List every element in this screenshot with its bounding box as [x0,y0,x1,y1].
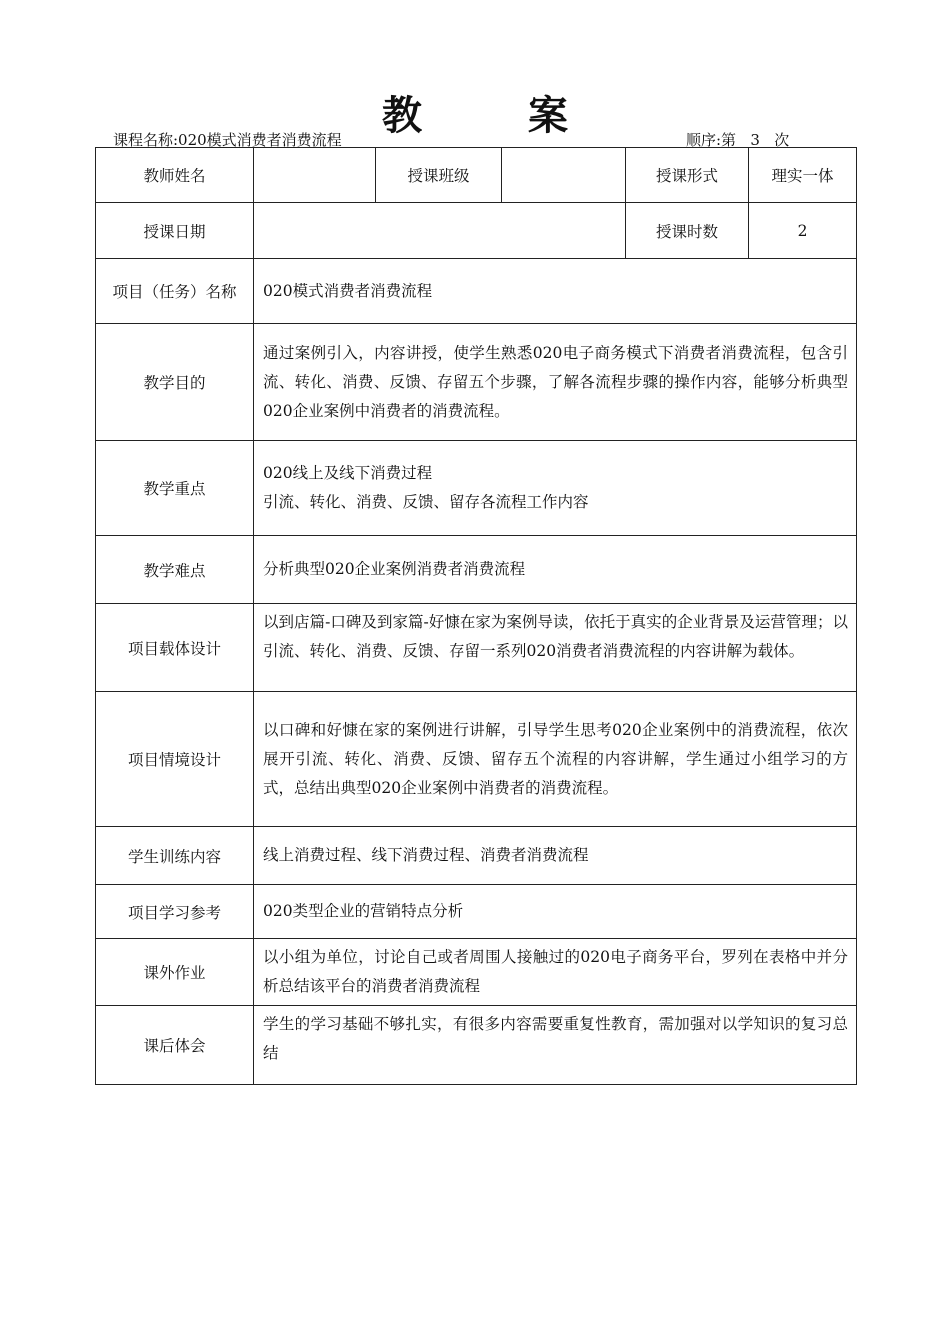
scenario-design-label: 项目情境设计 [96,692,254,827]
homework-value: 以小组为单位，讨论自己或者周围人接触过的020电子商务平台，罗列在表格中并分析总结该平台的消费者消费流程 [254,939,857,1006]
lesson-order: 顺序:第 3 次 [686,131,790,149]
table-row [96,441,857,536]
form-label: 授课形式 [626,148,749,203]
table-row [96,885,857,939]
document-title: 教 案 [382,93,614,139]
table-row [96,324,857,441]
class-label: 授课班级 [376,148,502,203]
form-value: 理实一体 [749,148,857,203]
carrier-design-value: 以到店篇-口碑及到家篇-好慷在家为案例导读，依托于真实的企业背景及运营管理；以引流、转化、消费、反馈、存留一系列020消费者消费流程的内容讲解为载体。 [254,604,857,692]
training-content-value: 线上消费过程、线下消费过程、消费者消费流程 [254,827,857,885]
date-value [254,203,626,259]
table-row [96,827,857,885]
study-reference-label: 项目学习参考 [96,885,254,939]
key-points-value [254,441,857,536]
scenario-design-value: 以口碑和好慷在家的案例进行讲解，引导学生思考020企业案例中的消费流程，依次展开引流、转化、消费、反馈、留存五个流程的内容讲解，学生通过小组学习的方式，总结出典型020企业案例中消费者的消费流程。 [254,692,857,827]
study-reference-value: 020类型企业的营销特点分析 [254,885,857,939]
key-points-line-2: 引流、转化、消费、反馈、留存各流程工作内容 [263,493,589,511]
key-points-label: 教学重点 [96,441,254,536]
teaching-goal-value: 通过案例引入，内容讲授，使学生熟悉020电子商务模式下消费者消费流程，包含引流、转化、消费、反馈、存留五个步骤，了解各流程步骤的操作内容，能够分析典型020企业案例中消费者的消费流程。 [254,324,857,441]
teacher-name-value [254,148,376,203]
reflection-value: 学生的学习基础不够扎实，有很多内容需要重复性教育，需加强对以学知识的复习总结 [254,1006,857,1085]
key-points-line-1: 020线上及线下消费过程 [263,464,433,482]
hours-value: 2 [749,203,857,259]
table-row [96,939,857,1006]
course-name: 课程名称:020模式消费者消费流程 [113,131,342,149]
table-row [96,692,857,827]
table-row [96,1006,857,1085]
difficulty-value: 分析典型020企业案例消费者消费流程 [254,536,857,604]
task-name-value: 020模式消费者消费流程 [254,259,857,324]
table-row [96,148,857,203]
table-row [96,259,857,324]
carrier-design-label: 项目载体设计 [96,604,254,692]
teacher-name-label: 教师姓名 [96,148,254,203]
table-row [96,536,857,604]
date-label: 授课日期 [96,203,254,259]
training-content-label: 学生训练内容 [96,827,254,885]
task-name-label: 项目（任务）名称 [96,259,254,324]
teaching-goal-label: 教学目的 [96,324,254,441]
table-row [96,203,857,259]
homework-label: 课外作业 [96,939,254,1006]
lesson-plan-table [95,147,857,1085]
class-value [502,148,626,203]
difficulty-label: 教学难点 [96,536,254,604]
reflection-label: 课后体会 [96,1006,254,1085]
hours-label: 授课时数 [626,203,749,259]
table-row [96,604,857,692]
